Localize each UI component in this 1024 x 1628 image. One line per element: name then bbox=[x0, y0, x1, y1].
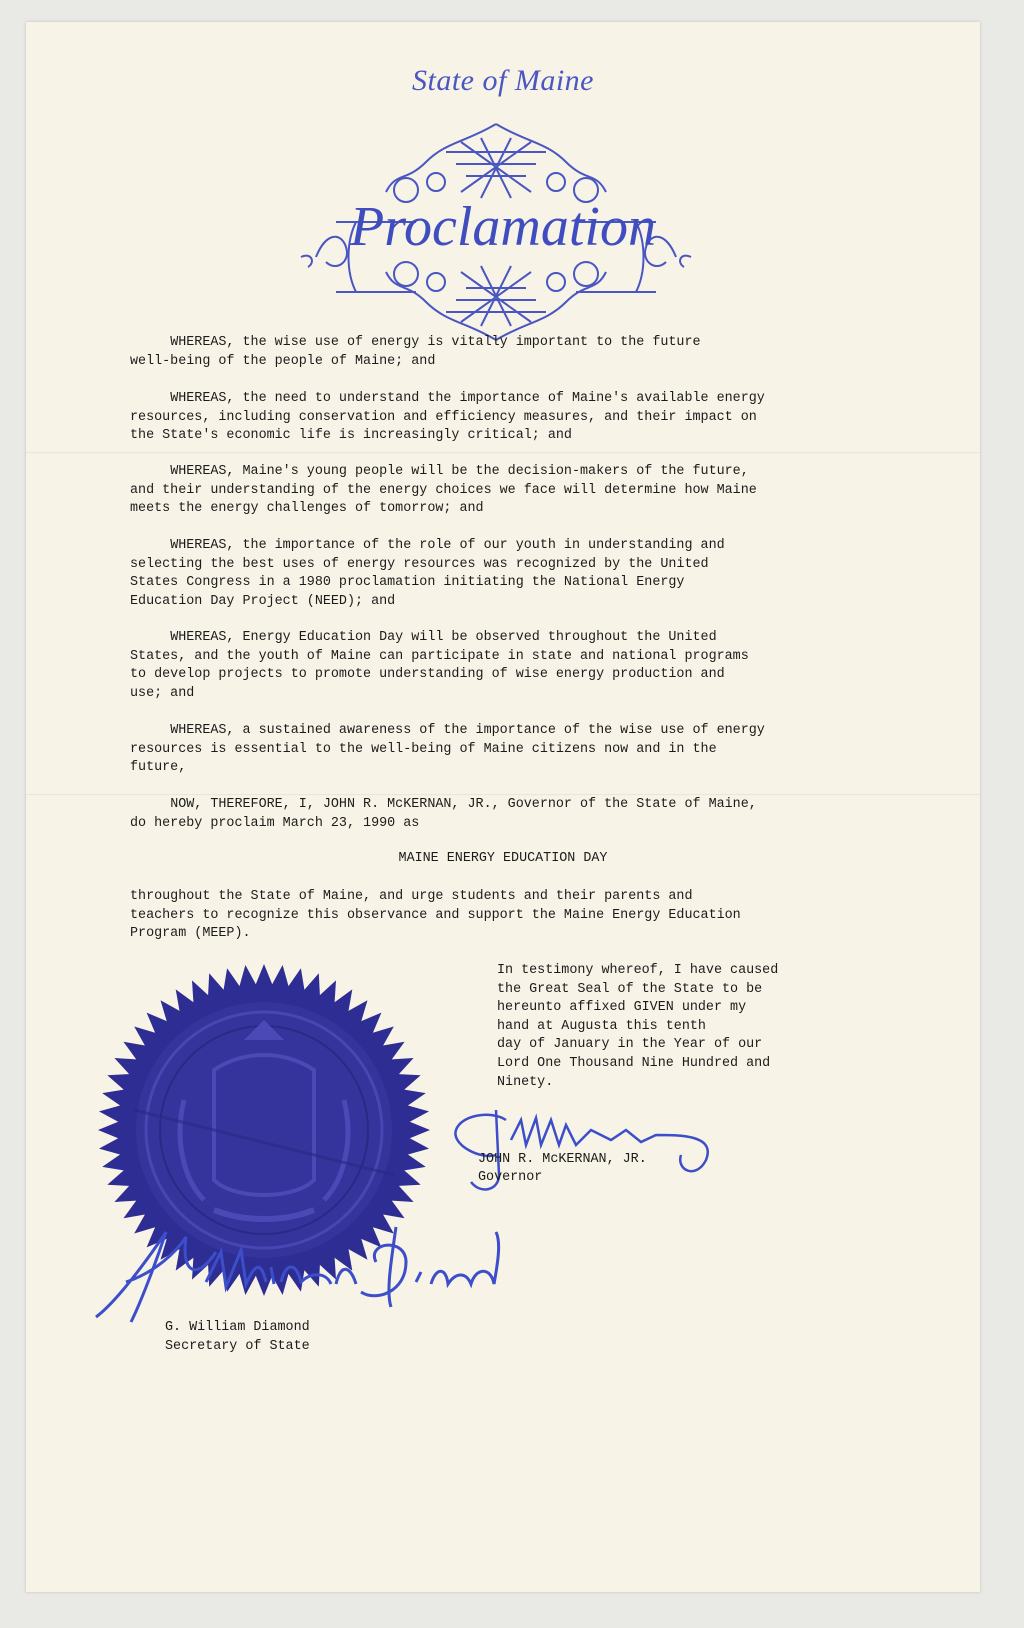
state-header: State of Maine bbox=[412, 64, 594, 97]
whereas-paragraph-1: WHEREAS, the wise use of energy is vitally important to the future well-being of the people of Maine; and bbox=[130, 335, 701, 369]
proclaimed-day: MAINE ENERGY EDUCATION DAY bbox=[398, 851, 608, 866]
whereas-paragraph-3: WHEREAS, Maine's young people will be the decision-makers of the future, and their understanding of the energy choices we face will determine how Maine meets the energy challenges of tomorrow; and bbox=[130, 464, 757, 517]
testimony-block: In testimony whereof, I have caused the Great Seal of the State to be hereunto affixed GIVEN under my hand at Augusta this tenth day of January in the Year of our Lord One Thousand Nine Hundred and Ninety. bbox=[497, 963, 779, 1090]
whereas-paragraph-2: WHEREAS, the need to understand the importance of Maine's available energy resources, including conservation and efficiency measures, and their impact on the State's economic life is increasingly critical; and bbox=[130, 391, 765, 444]
governor-title: Governor bbox=[478, 1170, 543, 1185]
secretary-signature bbox=[86, 1222, 506, 1332]
proclamation-title: Proclamation bbox=[350, 196, 656, 258]
whereas-paragraph-5: WHEREAS, Energy Education Day will be observed throughout the United States, and the youth of Maine can participate in state and national programs to develop projects to promote understanding of wise energy production and use; and bbox=[130, 630, 749, 701]
fold-line bbox=[26, 452, 980, 454]
proclamation-document bbox=[26, 22, 980, 1592]
whereas-paragraph-4: WHEREAS, the importance of the role of our youth in understanding and selecting the best uses of energy resources was recognized by the United States Congress in a 1980 proclamation initiating the National Energy Education Day Project (NEED); and bbox=[130, 538, 725, 609]
secretary-title: Secretary of State bbox=[165, 1339, 310, 1354]
secretary-name: G. William Diamond bbox=[165, 1320, 310, 1335]
closing-paragraph: throughout the State of Maine, and urge students and their parents and teachers to recognize this observance and support the Maine Energy Education Program (MEEP). bbox=[130, 889, 741, 942]
governor-name: JOHN R. McKERNAN, JR. bbox=[478, 1152, 647, 1167]
proclaim-paragraph: NOW, THEREFORE, I, JOHN R. McKERNAN, JR., Governor of the State of Maine, do hereby proclaim March 23, 1990 as bbox=[130, 797, 757, 831]
whereas-paragraph-6: WHEREAS, a sustained awareness of the importance of the wise use of energy resources is essential to the well-being of Maine citizens now and in the future, bbox=[130, 723, 765, 776]
